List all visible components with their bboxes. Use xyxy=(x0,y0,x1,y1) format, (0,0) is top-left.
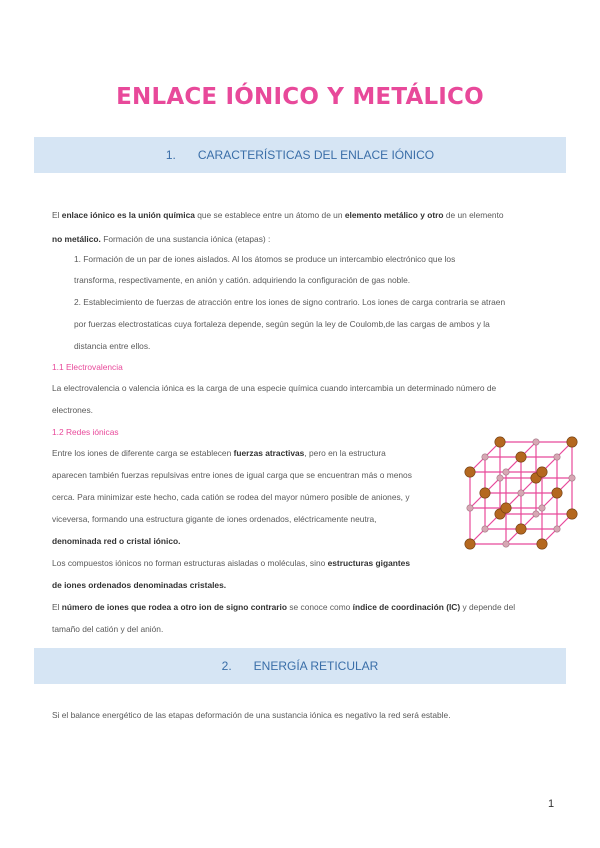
intro-text-c: que se establece entre un átomo de un xyxy=(194,210,345,220)
cation-ion xyxy=(480,488,490,498)
intro-bold-enlace: enlace iónico es la unión química xyxy=(61,210,195,220)
compuestos-line-2 xyxy=(52,580,226,591)
anion-ion xyxy=(467,505,473,511)
intro-text-a: El xyxy=(52,210,62,220)
redes-line-4: viceversa, formando una estructura gigante de iones ordenados, eléctricamente neutra, xyxy=(52,514,377,524)
section-2-header xyxy=(34,648,566,684)
anion-ion xyxy=(482,454,488,460)
anion-ion xyxy=(569,475,575,481)
step-2-line-3: distancia entre ellos. xyxy=(74,341,151,351)
compuestos-bold-estructuras: estructuras gigantes xyxy=(327,558,410,568)
compuestos-bold-cristales: de iones ordenados denominadas cristales. xyxy=(52,580,227,590)
anion-ion xyxy=(503,541,509,547)
anion-ion xyxy=(482,526,488,532)
intro-line-2 xyxy=(52,234,270,245)
cation-ion xyxy=(516,524,526,534)
intro-line-1 xyxy=(52,210,504,221)
anion-ion xyxy=(497,475,503,481)
anion-ion xyxy=(518,490,524,496)
redes-bold-red: denominada red o cristal iónico. xyxy=(52,536,181,546)
cation-ion xyxy=(501,503,511,513)
cation-ion xyxy=(537,467,547,477)
coord-text-c: se conoce como xyxy=(287,602,353,612)
subsection-1-2: 1.2 Redes iónicas xyxy=(52,427,119,437)
cation-ion xyxy=(567,437,577,447)
section-1-header xyxy=(34,137,566,173)
cation-ion xyxy=(537,539,547,549)
electro-line-2: electrones. xyxy=(52,405,93,415)
compuestos-line-1 xyxy=(52,558,410,569)
cation-ion xyxy=(465,467,475,477)
energia-text: Si el balance energético de las etapas deformación de una sustancia iónica es negativo la red será estable. xyxy=(52,710,451,720)
intro-text-e: de un elemento xyxy=(443,210,504,220)
compuestos-text-a: Los compuestos iónicos no forman estructuras aisladas o moléculas, sino xyxy=(52,558,328,568)
subsection-1-1: 1.1 Electrovalencia xyxy=(52,362,123,372)
coord-line-2: tamaño del catión y del anión. xyxy=(52,624,164,634)
coord-text-e: y depende del xyxy=(460,602,516,612)
redes-bold-fuerzas: fuerzas atractivas xyxy=(233,448,305,458)
intro-bold-metal: elemento metálico y otro xyxy=(344,210,444,220)
coord-line-1 xyxy=(52,602,515,613)
redes-text-c: , pero en la estructura xyxy=(304,448,386,458)
electro-line-1: La electrovalencia o valencia iónica es la carga de una especie química cuando intercambia un determinado número de xyxy=(52,383,497,393)
cation-ion xyxy=(465,539,475,549)
anion-ion xyxy=(539,505,545,511)
redes-line-3: cerca. Para minimizar este hecho, cada catión se rodea del mayor número posible de aniones, y xyxy=(52,492,410,502)
intro-bold-nometal: no metálico. xyxy=(52,234,101,244)
section-2-number: 2. xyxy=(221,659,232,673)
intro-text-g: Formación de una sustancia iónica (etapas) : xyxy=(100,234,271,244)
redes-text-a: Entre los iones de diferente carga se establecen xyxy=(52,448,234,458)
redes-line-1 xyxy=(52,448,386,459)
section-1-heading: CARACTERÍSTICAS DEL ENLACE IÓNICO xyxy=(197,148,435,162)
step-2-line-1: 2. Establecimiento de fuerzas de atracción entre los iones de signo contrario. Los iones de carga contraria se atraen xyxy=(74,297,506,307)
anion-ion xyxy=(503,469,509,475)
anion-ion xyxy=(533,511,539,517)
coord-text-a: El xyxy=(52,602,62,612)
ionic-lattice-image xyxy=(458,436,578,556)
cation-ion xyxy=(552,488,562,498)
redes-line-2: aparecen también fuerzas repulsivas entre iones de igual carga que se encuentran más o menos xyxy=(52,470,412,480)
coord-bold-indice: índice de coordinación (IC) xyxy=(352,602,461,612)
cation-ion xyxy=(495,437,505,447)
page-title: ENLACE IÓNICO Y METÁLICO xyxy=(116,84,484,110)
anion-ion xyxy=(533,439,539,445)
cation-ion xyxy=(516,452,526,462)
coord-bold-numero: número de iones que rodea a otro ion de signo contrario xyxy=(61,602,288,612)
step-2-line-2: por fuerzas electrostaticas cuya fortaleza depende, según según la ley de Coulomb,de las cargas de ambos y la xyxy=(74,319,490,329)
page-number: 1 xyxy=(548,798,555,810)
step-1-line-1: 1. Formación de un par de iones aislados. Al los átomos se produce un intercambio electrónico que los xyxy=(74,254,456,264)
cation-ion xyxy=(567,509,577,519)
anion-ion xyxy=(554,454,560,460)
redes-line-5 xyxy=(52,536,180,547)
section-2-heading: ENERGÍA RETICULAR xyxy=(253,659,379,673)
anion-ion xyxy=(554,526,560,532)
step-1-line-2: transforma, respectivamente, en anión y catión. adquiriendo la configuración de gas noble. xyxy=(74,275,411,285)
section-1-number: 1. xyxy=(165,148,176,162)
